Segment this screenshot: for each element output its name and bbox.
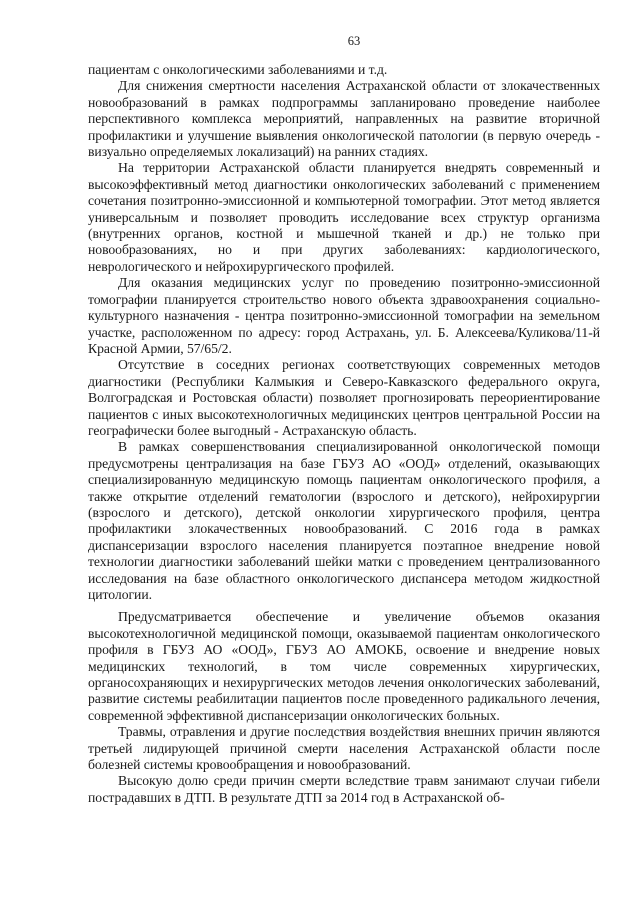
paragraph-injuries: Травмы, отравления и другие последствия воздействия внешних причин являются третьей лидирующей причиной смерти населения Астраханской области после болезней системы кровообращения и новообразований. (88, 724, 600, 773)
paragraph-high-tech-care: Предусматривается обеспечение и увеличение объемов оказания высокотехнологичной медицинской помощи, оказываемой пациентам онкологического профиля в ГБУЗ АО «ООД», ГБУЗ АО АМОКБ, освоение и внедрение новых медицинских технологий, в том числе современных хирургических, органосохраняющих и нехирургических методов лечения онкологических заболеваний, развитие системы реабилитации пациентов после проведенного радикального лечения, современной эффективной диспансеризации онкологических больных. (88, 609, 600, 723)
paragraph-continuation: пациентам с онкологическими заболеваниями и т.д. (88, 62, 388, 77)
paragraph-pet-ct-method: На территории Астраханской области планируется внедрять современный и высокоэффективный метод диагностики онкологических заболеваний с применением сочетания позитронно-эмиссионной и компьютерной томографии. Этот метод является универсальным и позволяет проводить исследование всех структур организма (внутренних органов, костной и мышечной тканей и др.) не только при новообразованиях, но и при других заболеваниях: кардиологического, неврологического и нейрохирургического профилей. (88, 160, 600, 274)
paragraph-specialized-care: В рамках совершенствования специализированной онкологической помощи предусмотрены централизация на базе ГБУЗ АО «ООД» отделений, оказывающих специализированную медицинскую помощь пациентам онкологического профиля, а также открытие отделений гематологии (взрослого и детского), нейрохирургии (взрослого и детского), детской онкологии хирургического профиля, центра профилактики злокачественных новообразований. С 2016 года в рамках диспансеризации взрослого населения планируется поэтапное внедрение новой технологии диагностики заболеваний шейки матки с проведением централизованного исследования на базе областного онкологического диспансера методом жидкостной цитологии. (88, 439, 600, 602)
paragraph-pet-center-construction: Для оказания медицинских услуг по проведению позитронно-эмиссионной томографии планируется строительство нового объекта здравоохранения социально-культурного назначения - центра позитронно-эмиссионной томографии на земельном участке, расположенном по адресу: город Астрахань, ул. Б. Алексеева/Куликова/11-й Красной Армии, 57/65/2. (88, 275, 600, 356)
page-number: 63 (347, 34, 361, 48)
paragraph-mortality-reduction: Для снижения смертности населения Астраханской области от злокачественных новообразований в рамках подпрограммы запланировано проведение наиболее перспективного комплекса мероприятий, направленных на развитие вторичной профилактики и улучшение выявления онкологической патологии (в первую очередь - визуально определяемых локализаций) на ранних стадиях. (88, 78, 600, 160)
paragraph-road-accidents: Высокую долю среди причин смерти вследствие травм занимают случаи гибели пострадавших в ДТП. В результате ДТП за 2014 год в Астраханской об- (88, 773, 600, 805)
paragraph-neighbor-regions: Отсутствие в соседних регионах соответствующих современных методов диагностики (Республики Калмыкия и Северо-Кавказского федерального округа, Волгоградская и Ростовская области) позволяет прогнозировать переориентирование пациентов с иных высокотехнологичных медицинских центров центральной России на географически более выгодный - Астраханскую область. (88, 357, 600, 438)
document-body (88, 62, 600, 806)
